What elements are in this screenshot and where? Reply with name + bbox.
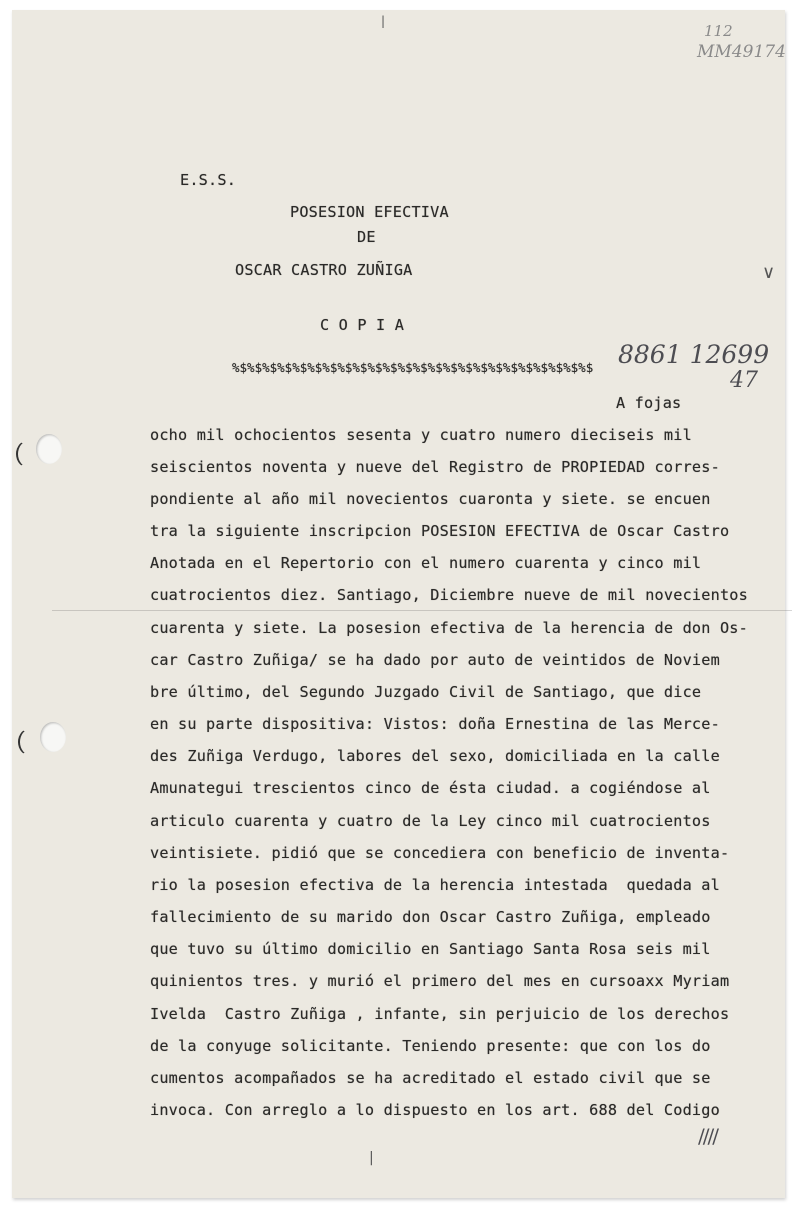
ornament-line: %$%$%$%$%$%$%$%$%$%$%$%$%$%$%$%$%$%$%$%$%$%$%$%$: [232, 360, 594, 375]
body-line: fallecimiento de su marido don Oscar Castro Zuñiga, empleado: [150, 908, 711, 926]
deceased-name: OSCAR CASTRO ZUÑIGA: [235, 261, 413, 279]
body-line: invoca. Con arreglo a lo dispuesto en los art. 688 del Codigo: [150, 1101, 720, 1119]
handwritten-margin-number: 8861 12699: [618, 340, 770, 369]
title-line-1: POSESION EFECTIVA: [290, 203, 449, 221]
punch-hole-arc-bottom: [18, 728, 43, 756]
handwritten-page-mark: ////: [698, 1124, 717, 1148]
body-line: veintisiete. pidió que se concediera con beneficio de inventa-: [150, 844, 730, 862]
punch-hole-bottom: [40, 722, 66, 752]
body-line: Anotada en el Repertorio con el numero cuarenta y cinco mil: [150, 554, 702, 572]
body-line: car Castro Zuñiga/ se ha dado por auto de veintidos de Noviem: [150, 651, 720, 669]
bottom-center-mark: |: [369, 1150, 374, 1166]
archive-top-number: 112: [704, 22, 733, 40]
body-line: Amunategui trescientos cinco de ésta ciudad. a cogiéndose al: [150, 779, 711, 797]
handwritten-margin-number-2: 47: [730, 368, 758, 393]
body-line: ocho mil ochocientos sesenta y cuatro numero dieciseis mil: [150, 426, 692, 444]
tick-mark-right: ∨: [762, 262, 776, 283]
body-line: pondiente al año mil novecientos cuaronta y siete. se encuen: [150, 490, 711, 508]
body-line: cuarenta y siete. La posesion efectiva de la herencia de don Os-: [150, 619, 748, 637]
title-line-2: DE: [357, 228, 376, 246]
body-line: de la conyuge solicitante. Teniendo presente: que con los do: [150, 1037, 711, 1055]
body-line: seiscientos noventa y nueve del Registro de PROPIEDAD corres-: [150, 458, 720, 476]
body-line: quinientos tres. y murió el primero del mes en cursoaxx Myriam: [150, 972, 730, 990]
copia-label: C O P I A: [320, 316, 405, 334]
body-line: rio la posesion efectiva de la herencia intestada quedada al: [150, 876, 720, 894]
body-line: en su parte dispositiva: Vistos: doña Ernestina de las Merce-: [150, 715, 720, 733]
body-line: des Zuñiga Verdugo, labores del sexo, domiciliada en la calle: [150, 747, 720, 765]
body-line: tra la siguiente inscripcion POSESION EFECTIVA de Oscar Castro: [150, 522, 730, 540]
fold-crease: [52, 610, 792, 611]
body-line: cuatrocientos diez. Santiago, Diciembre nueve de mil novecientos: [150, 586, 748, 604]
ess-label: E.S.S.: [180, 171, 237, 189]
top-center-mark: |: [381, 14, 386, 28]
body-line: A fojas: [616, 394, 682, 412]
archive-catalog-number: MM49174: [697, 42, 786, 62]
punch-hole-arc-top: [16, 440, 41, 468]
body-line: que tuvo su último domicilio en Santiago Santa Rosa seis mil: [150, 940, 711, 958]
body-line: Ivelda Castro Zuñiga , infante, sin perjuicio de los derechos: [150, 1005, 730, 1023]
body-line: bre último, del Segundo Juzgado Civil de Santiago, que dice: [150, 683, 702, 701]
body-line: cumentos acompañados se ha acreditado el estado civil que se: [150, 1069, 711, 1087]
body-line: articulo cuarenta y cuatro de la Ley cinco mil cuatrocientos: [150, 812, 711, 830]
